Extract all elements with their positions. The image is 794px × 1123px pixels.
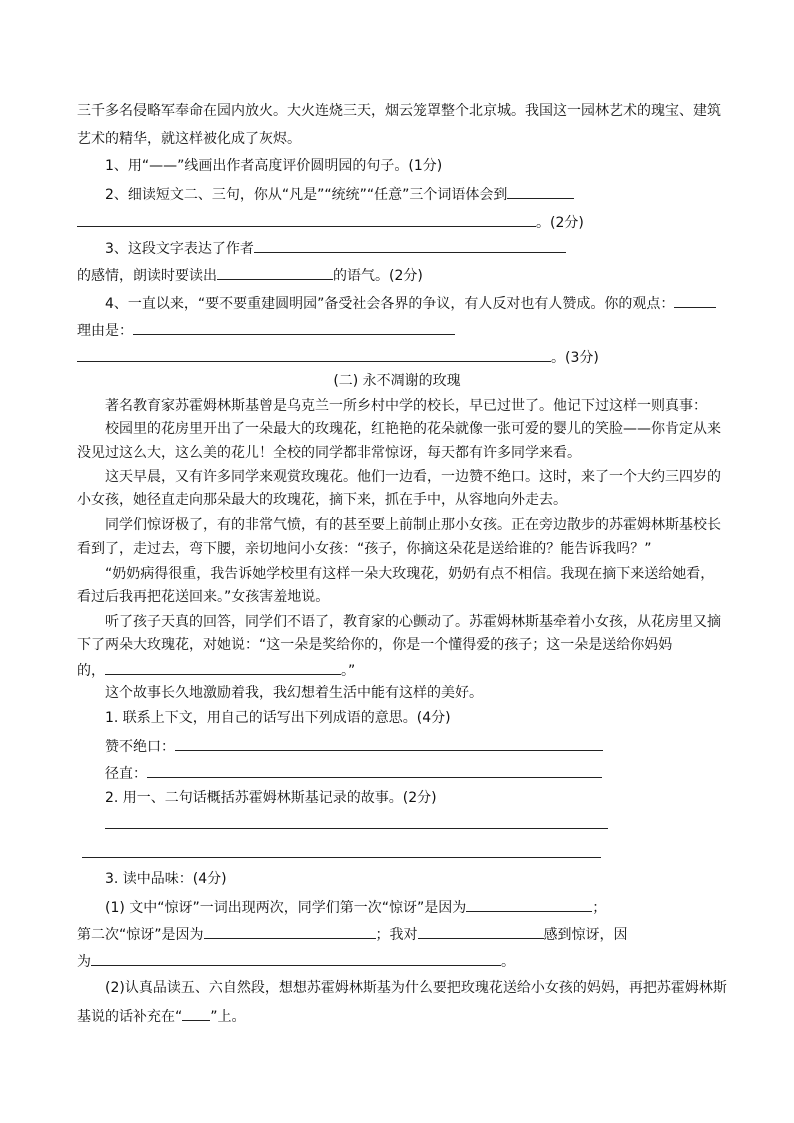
question-3-2: (2)认真品读五、六自然段，想想苏霍姆林斯基为什么要把玫瑰花送给小女孩的妈妈，再把苏霍姆林斯 [105,980,727,996]
question-4-continued: 。(3分) [0,346,794,368]
passage-line: 没见过这么大，这么美的花儿！全校的同学都非常惊讶，每天都有许多同学来看。 [77,445,581,461]
question-3-1-continued: 为 。 [0,950,794,972]
passage-line: 的， 。” [0,659,794,681]
answer-blank[interactable] [175,735,603,751]
passage-line: 小女孩，她径直走向那朵最大的玫瑰花，摘下来，抓在手中，从容地向外走去。 [77,492,567,508]
idiom-answer-row: 赞不绝口： [0,735,794,757]
question-3-1: (1) 文中“惊讶”一词出现两次，同学们第一次“惊讶”是因为 ； [0,896,794,918]
passage-line: 听了孩子天真的回答，同学们不语了，教育家的心颤动了。苏霍姆林斯基牵着小女孩，从花房里又摘 [105,614,721,630]
answer-blank[interactable] [105,659,341,675]
question-1: 1. 联系上下文，用自己的话写出下列成语的意思。(4分) [105,710,451,726]
answer-blank[interactable] [204,923,376,939]
answer-blank[interactable] [133,319,455,335]
answer-blank[interactable] [82,842,601,858]
answer-blank[interactable] [466,896,592,912]
answer-blank[interactable] [507,183,574,199]
question-3-2-continued: 基说的话补充在“ ”上。 [0,1005,794,1027]
answer-line-row [0,813,794,835]
passage-line: 同学们惊讶极了，有的非常气愤，有的甚至要上前制止那小女孩。正在旁边散步的苏霍姆林斯基校长 [105,517,721,533]
section-title: (二) 永不凋谢的玫瑰 [333,373,461,389]
passage-line: 著名教育家苏霍姆林斯基曾是乌克兰一所乡村中学的校长，早已过世了。他记下过这样一则真事： [105,398,707,414]
question-2: 2. 用一、二句话概括苏霍姆林斯基记录的故事。(2分) [105,790,437,806]
passage-line: 三千多名侵略军奉命在园内放火。大火连烧三天，烟云笼罩整个北京城。我国这一园林艺术的瑰宝、建筑 [77,103,721,119]
answer-blank[interactable] [91,950,501,966]
passage-line: 艺术的精华，就这样被化成了灰烬。 [77,131,301,147]
question-2-continued: 。(2分) [0,211,794,233]
question-3-continued: 的感情，朗读时要读出 的语气。(2分) [0,264,794,286]
passage-line: 校园里的花房里开出了一朵最大的玫瑰花，红艳艳的花朵就像一张可爱的婴儿的笑脸——你肯定从来 [105,421,721,437]
answer-blank[interactable] [77,346,551,362]
passage-line: 看到了，走过去，弯下腰，亲切地问小女孩：“孩子，你摘这朵花是送给谁的？能告诉我吗？” [77,541,652,557]
answer-line-row [0,842,794,864]
question-3-1-continued: 第二次“惊讶”是因为 ；我对 感到惊讶，因 [0,923,794,945]
passage-line: 这个故事长久地激励着我，我幻想着生活中能有这样的美好。 [105,685,483,701]
passage-line: 看过后我再把花送回来。”女孩害羞地说。 [77,589,330,605]
answer-blank[interactable] [182,1005,210,1021]
passage-line: 这天早晨，又有许多同学来观赏玫瑰花。他们一边看，一边赞不绝口。这时，来了一个大约三四岁的 [105,469,721,485]
question-1: 1、用“——”线画出作者高度评价圆明园的句子。(1分) [105,158,443,174]
answer-blank[interactable] [105,813,608,829]
question-4-reason: 理由是： [0,319,794,341]
answer-blank[interactable] [77,211,536,227]
answer-blank[interactable] [147,762,602,778]
answer-blank[interactable] [217,264,333,280]
question-3: 3、这段文字表达了作者 [0,237,794,259]
idiom-answer-row: 径直： [0,762,794,784]
passage-line: “奶奶病得很重，我告诉她学校里有这样一朵大玫瑰花，奶奶有点不相信。我现在摘下来送给她看， [105,566,715,582]
answer-blank[interactable] [254,237,566,253]
question-4: 4、一直以来，“要不要重建圆明园”备受社会各界的争议，有人反对也有人赞成。你的观点： [0,292,794,314]
answer-blank[interactable] [674,292,716,308]
passage-line: 下了两朵大玫瑰花，对她说：“这一朵是奖给你的，你是一个懂得爱的孩子；这一朵是送给你妈妈 [77,637,673,653]
question-2: 2、细读短文二、三句，你从“凡是”“统统”“任意”三个词语体会到 [0,183,794,205]
answer-blank[interactable] [418,923,544,939]
question-3: 3. 读中品味：(4分) [105,871,227,887]
